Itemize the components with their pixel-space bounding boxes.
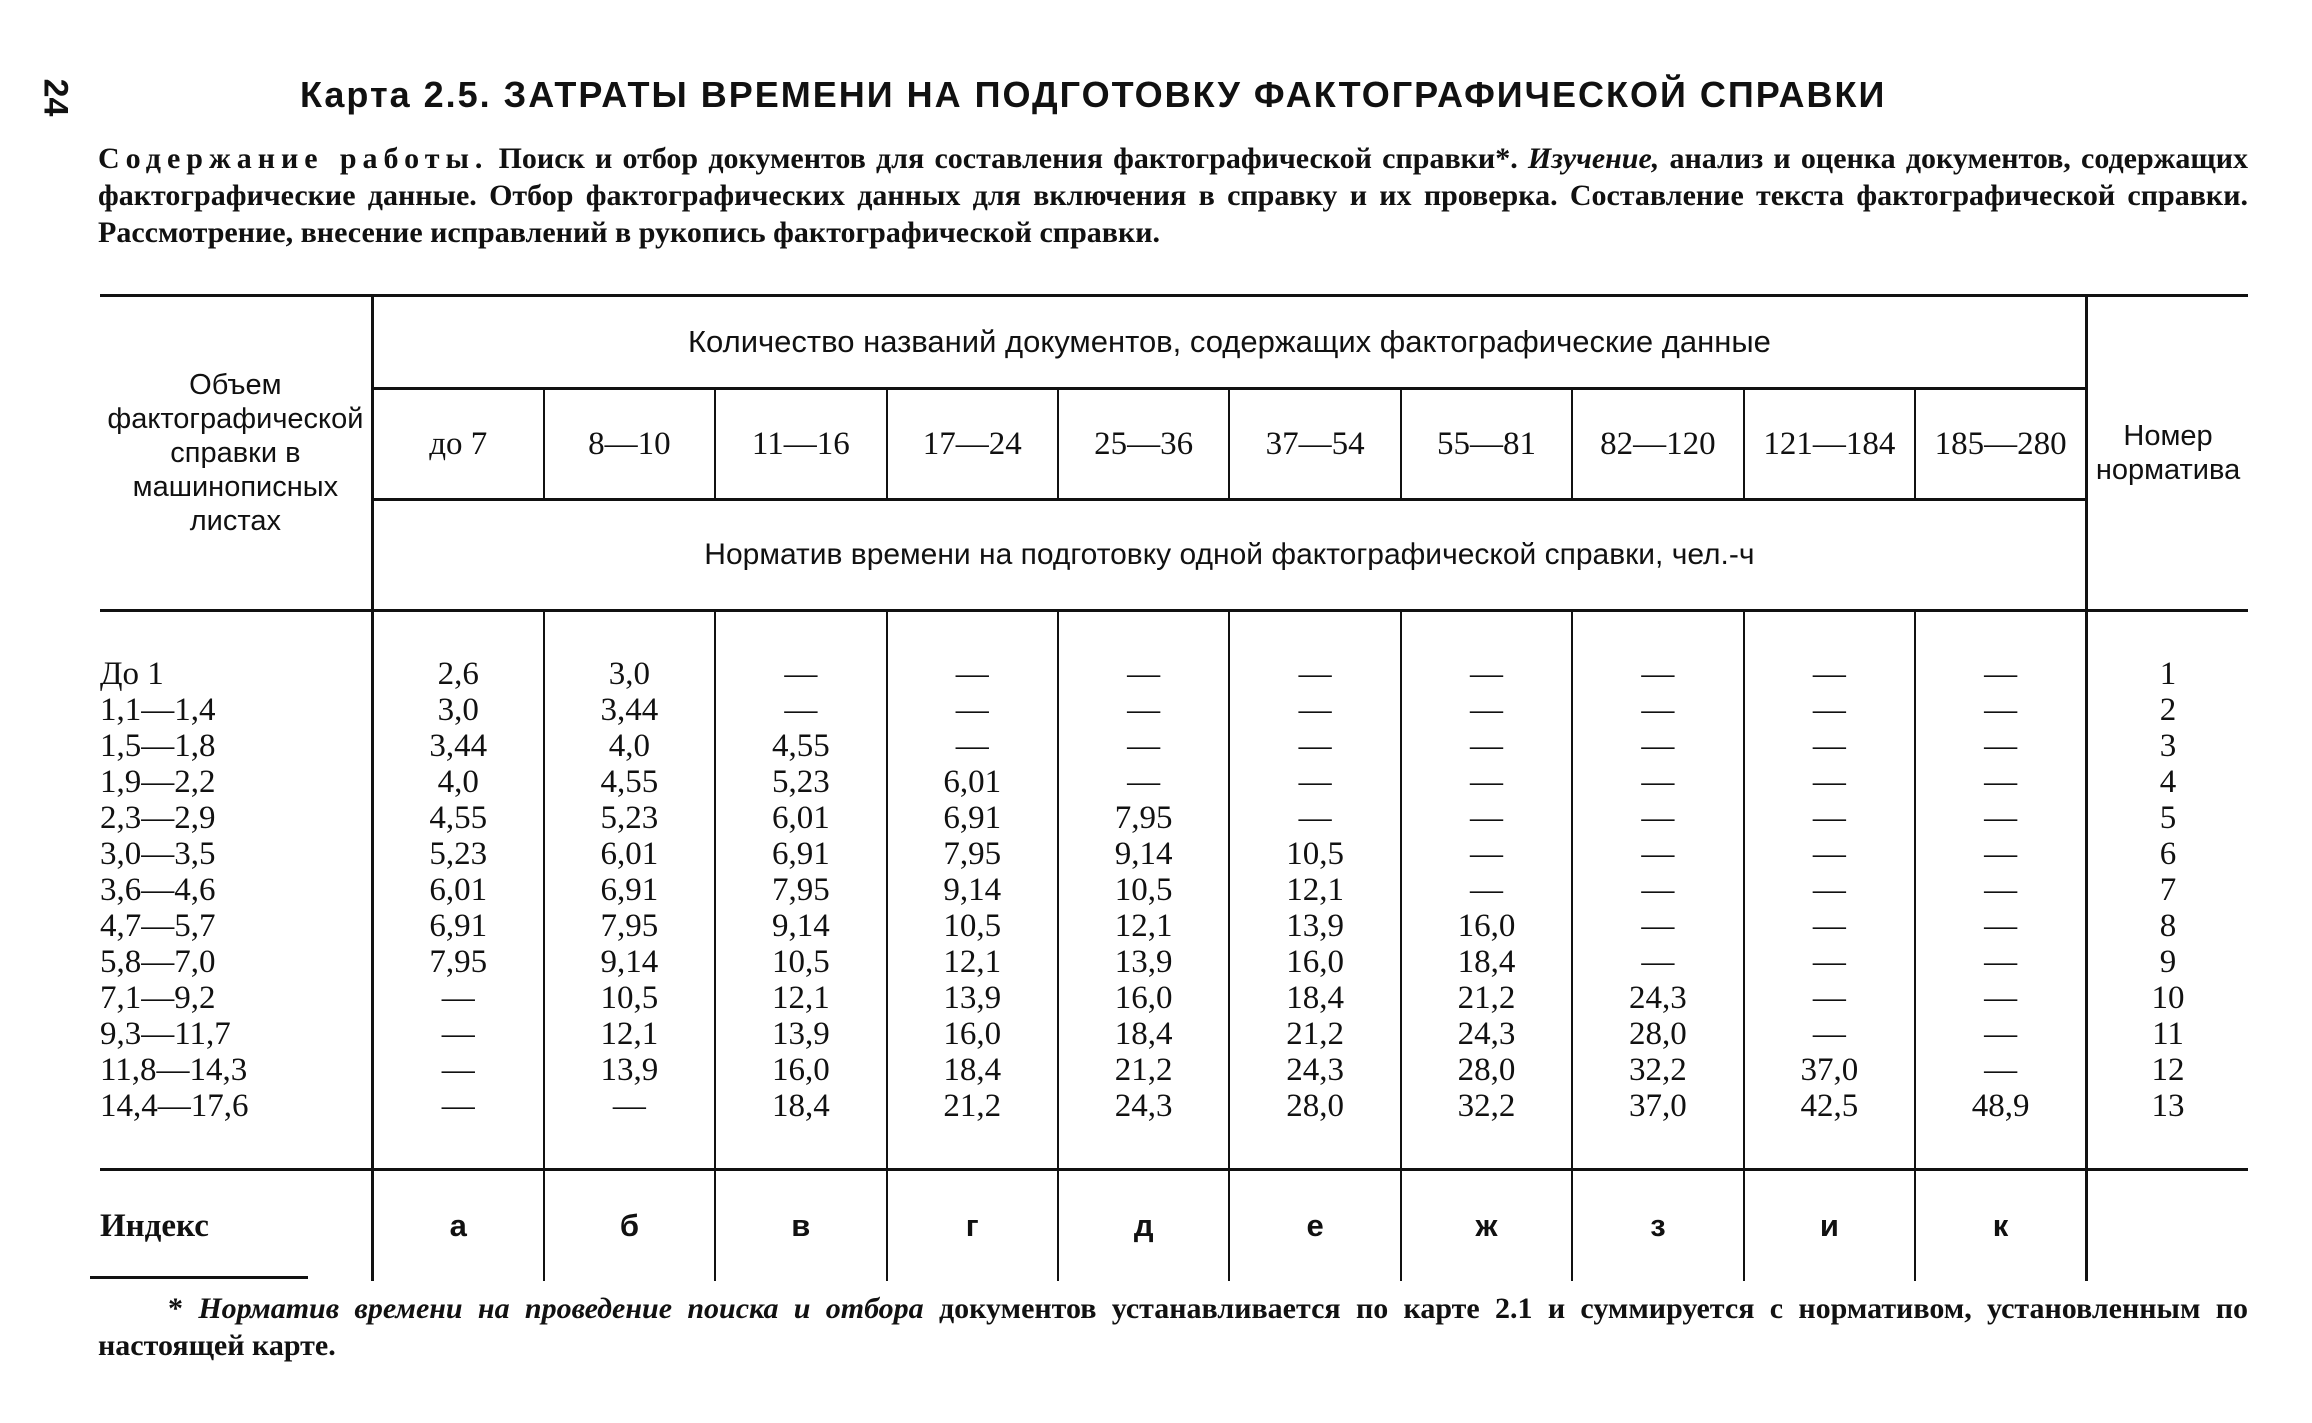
value-cell: — (1984, 872, 2018, 908)
volume-cell: 4,7—5,7 (100, 908, 216, 944)
value-cell: — (1641, 872, 1675, 908)
value-cell: 16,0 (771, 1052, 830, 1088)
value-cell: 10,5 (1286, 836, 1344, 872)
value-cell: — (1641, 908, 1675, 944)
work-content (98, 140, 2248, 251)
value-cell: — (1984, 908, 2018, 944)
index-cell: ж (1401, 1170, 1572, 1282)
value-cell: — (441, 980, 475, 1016)
value-column (544, 611, 715, 1170)
index-number-cell (2087, 1170, 2248, 1282)
number-cell: 7 (2159, 872, 2177, 908)
norm-header: Норматив времени на подготовку одной фактографической справки, чел.-ч (372, 500, 2086, 611)
value-column (1915, 611, 2087, 1170)
value-cell: 7,95 (771, 872, 830, 908)
value-cell: 13,9 (1286, 908, 1344, 944)
value-cell: 3,0 (608, 656, 651, 692)
value-column (715, 611, 886, 1170)
value-cell: 21,2 (943, 1088, 1002, 1124)
range-header: 55—81 (1401, 389, 1572, 500)
value-cell: — (1298, 692, 1332, 728)
value-cell: 10,5 (771, 944, 830, 980)
value-cell: — (1127, 764, 1161, 800)
value-cell: 12,1 (600, 1016, 659, 1052)
content-rest: анализ и оценка документов, содержащих фактографические данные. Отбор фактографических данных для включения в справку и их проверка. Составление текста фактографической справки. Рассмотрение, внесение исправлений в рукопись фактографической справки. (98, 142, 2248, 249)
value-column (1572, 611, 1743, 1170)
value-cell: — (1641, 692, 1675, 728)
value-cell: — (1470, 836, 1503, 872)
volume-cell: 14,4—17,6 (100, 1088, 249, 1124)
value-cell: — (784, 656, 818, 692)
volume-cell: 11,8—14,3 (100, 1052, 248, 1088)
value-cell: 2,6 (437, 656, 479, 692)
value-cell: — (1470, 800, 1503, 836)
volume-cell: 1,9—2,2 (100, 764, 216, 800)
value-cell: — (955, 728, 989, 764)
footnote-star: * (168, 1292, 199, 1325)
value-cell: 12,1 (1286, 872, 1344, 908)
volume-cell: 3,6—4,6 (100, 872, 216, 908)
number-cell: 11 (2152, 1016, 2184, 1052)
value-cell: 6,01 (943, 764, 1002, 800)
value-cell: 3,44 (429, 728, 488, 764)
value-cell: 6,01 (771, 800, 830, 836)
value-cell: — (441, 1088, 475, 1124)
value-cell: 32,2 (1457, 1088, 1516, 1124)
value-cell: 16,0 (1286, 944, 1344, 980)
value-cell: — (1812, 1016, 1846, 1052)
value-cell: 24,3 (1457, 1016, 1516, 1052)
content-italic: Изучение, (1527, 142, 1660, 175)
value-cell: 3,44 (600, 692, 659, 728)
value-cell: 28,0 (1286, 1088, 1344, 1124)
index-cell: и (1744, 1170, 1915, 1282)
value-cell: 10,5 (943, 908, 1002, 944)
number-cell: 13 (2151, 1088, 2185, 1124)
value-cell: 28,0 (1457, 1052, 1516, 1088)
value-cell: — (1812, 656, 1846, 692)
value-cell: — (1127, 656, 1161, 692)
value-cell: — (1127, 692, 1161, 728)
value-cell: 12,1 (1114, 908, 1173, 944)
number-cell: 3 (2159, 728, 2177, 764)
value-cell: — (1812, 836, 1846, 872)
range-header: 82—120 (1572, 389, 1743, 500)
value-cell: 6,91 (771, 836, 830, 872)
value-cell: — (1984, 1016, 2018, 1052)
value-cell: — (1127, 728, 1161, 764)
index-cell: в (715, 1170, 886, 1282)
footnote-rule (90, 1276, 308, 1279)
value-cell: — (1984, 836, 2018, 872)
index-cell: е (1229, 1170, 1400, 1282)
value-cell: — (1298, 656, 1332, 692)
number-column (2087, 611, 2248, 1170)
value-cell: 12,1 (771, 980, 830, 1016)
value-cell: 24,3 (1629, 980, 1687, 1016)
footnote (98, 1290, 2248, 1364)
content-body: Поиск и отбор документов для составления фактографической справки*. (488, 142, 1528, 175)
volume-cell: 1,5—1,8 (100, 728, 216, 764)
value-cell: 6,91 (429, 908, 488, 944)
value-cell: — (612, 1088, 646, 1124)
norms-table (100, 294, 2248, 1281)
value-column (372, 611, 543, 1170)
range-header: 17—24 (887, 389, 1058, 500)
index-cell: к (1915, 1170, 2087, 1282)
number-cell: 6 (2159, 836, 2177, 872)
range-header: 25—36 (1058, 389, 1229, 500)
number-cell: 1 (2159, 656, 2177, 692)
value-cell: 16,0 (943, 1016, 1002, 1052)
value-cell: 5,23 (600, 800, 659, 836)
number-cell: 12 (2151, 1052, 2185, 1088)
index-cell: д (1058, 1170, 1229, 1282)
value-cell: 21,2 (1457, 980, 1516, 1016)
value-cell: 4,0 (608, 728, 651, 764)
value-cell: 4,0 (437, 764, 479, 800)
volume-cell: 1,1—1,4 (100, 692, 216, 728)
volume-cell: 2,3—2,9 (100, 800, 216, 836)
value-cell: 16,0 (1457, 908, 1516, 944)
value-cell: 7,95 (429, 944, 488, 980)
number-cell: 8 (2159, 908, 2177, 944)
value-cell: 18,4 (943, 1052, 1002, 1088)
value-cell: — (1984, 980, 2018, 1016)
value-cell: — (1641, 944, 1675, 980)
value-cell: — (1641, 764, 1675, 800)
value-cell: 48,9 (1971, 1088, 2030, 1124)
index-cell: г (887, 1170, 1058, 1282)
number-cell: 2 (2159, 692, 2177, 728)
value-cell: 6,91 (943, 800, 1002, 836)
value-cell: 7,95 (600, 908, 659, 944)
value-cell: 3,0 (437, 692, 479, 728)
value-cell: — (1641, 656, 1675, 692)
value-cell: — (1470, 872, 1503, 908)
value-cell: 21,2 (1286, 1016, 1344, 1052)
number-cell: 9 (2159, 944, 2177, 980)
value-cell: — (955, 656, 989, 692)
footnote-text: документов устанавливается по карте 2.1 и суммируется с нормативом, установленным по настоящей карте. (98, 1292, 2249, 1362)
range-header: 11—16 (715, 389, 886, 500)
value-cell: — (1641, 800, 1675, 836)
value-cell: 18,4 (1114, 1016, 1173, 1052)
value-cell: — (1812, 692, 1846, 728)
value-cell: 28,0 (1629, 1016, 1687, 1052)
footnote-italic: Норматив времени на проведение поиска и отбора (198, 1292, 924, 1325)
value-cell: 18,4 (771, 1088, 830, 1124)
value-cell: 24,3 (1114, 1088, 1173, 1124)
value-cell: 13,9 (943, 980, 1002, 1016)
volume-column (100, 611, 372, 1170)
number-cell: 4 (2159, 764, 2177, 800)
value-cell: 4,55 (771, 728, 830, 764)
value-column (887, 611, 1058, 1170)
range-header: 121—184 (1744, 389, 1915, 500)
value-cell: — (784, 692, 818, 728)
value-cell: — (1812, 872, 1846, 908)
index-cell: а (372, 1170, 543, 1282)
value-cell: 37,0 (1800, 1052, 1859, 1088)
number-header: Номер норматива (2087, 296, 2248, 611)
range-header: 8—10 (544, 389, 715, 500)
value-cell: 10,5 (600, 980, 659, 1016)
value-cell: — (1984, 656, 2018, 692)
volume-cell: 5,8—7,0 (100, 944, 216, 980)
value-cell: — (1470, 728, 1503, 764)
volume-cell: 3,0—3,5 (100, 836, 216, 872)
value-cell: 6,91 (600, 872, 659, 908)
value-cell: — (1470, 692, 1503, 728)
value-cell: — (1812, 944, 1846, 980)
value-cell: — (1641, 728, 1675, 764)
value-cell: — (1984, 692, 2018, 728)
value-cell: — (1812, 980, 1846, 1016)
volume-cell: 7,1—9,2 (100, 980, 216, 1016)
page-number: 24 (36, 78, 75, 117)
volume-cell: 9,3—11,7 (100, 1016, 231, 1052)
value-cell: 9,14 (771, 908, 830, 944)
index-cell: з (1572, 1170, 1743, 1282)
range-header: до 7 (372, 389, 543, 500)
value-cell: 7,95 (943, 836, 1002, 872)
range-header: 37—54 (1229, 389, 1400, 500)
number-cell: 10 (2151, 980, 2185, 1016)
value-cell: 18,4 (1286, 980, 1344, 1016)
value-cell: 4,55 (429, 800, 488, 836)
value-cell: — (1984, 800, 2018, 836)
value-cell: — (1984, 764, 2018, 800)
value-cell: 9,14 (1114, 836, 1173, 872)
value-cell: 6,01 (600, 836, 659, 872)
value-cell: — (1641, 836, 1675, 872)
index-label: Индекс (100, 1207, 209, 1244)
value-cell: — (955, 692, 989, 728)
value-cell: 18,4 (1457, 944, 1516, 980)
value-cell: 4,55 (600, 764, 659, 800)
value-cell: 9,14 (600, 944, 659, 980)
value-cell: 16,0 (1114, 980, 1173, 1016)
number-cell: 5 (2159, 800, 2177, 836)
value-column (1401, 611, 1572, 1170)
value-cell: — (1812, 908, 1846, 944)
value-cell: — (1812, 800, 1846, 836)
value-cell: — (1984, 728, 2018, 764)
value-column (1058, 611, 1229, 1170)
value-cell: 5,23 (771, 764, 830, 800)
index-cell: б (544, 1170, 715, 1282)
value-cell: — (1470, 656, 1503, 692)
value-cell: 13,9 (771, 1016, 830, 1052)
value-cell: — (1298, 728, 1332, 764)
value-cell: — (441, 1016, 475, 1052)
value-cell: 42,5 (1800, 1088, 1859, 1124)
value-cell: 6,01 (429, 872, 488, 908)
value-cell: 37,0 (1629, 1088, 1687, 1124)
value-column (1744, 611, 1915, 1170)
page-title: Карта 2.5. ЗАТРАТЫ ВРЕМЕНИ НА ПОДГОТОВКУ ФАКТОГРАФИЧЕСКОЙ СПРАВКИ (300, 74, 1887, 115)
value-cell: — (1298, 800, 1332, 836)
value-cell: 13,9 (600, 1052, 659, 1088)
value-cell: 21,2 (1114, 1052, 1173, 1088)
value-cell: — (1298, 764, 1332, 800)
value-cell: 7,95 (1114, 800, 1173, 836)
value-cell: — (1984, 944, 2018, 980)
value-cell: 32,2 (1629, 1052, 1687, 1088)
value-cell: — (441, 1052, 475, 1088)
ranges-row (100, 389, 2248, 500)
value-cell: 12,1 (943, 944, 1002, 980)
value-cell: 5,23 (429, 836, 488, 872)
value-cell: — (1812, 764, 1846, 800)
value-cell: 9,14 (943, 872, 1002, 908)
volume-cell: До 1 (100, 656, 164, 692)
value-cell: 24,3 (1286, 1052, 1344, 1088)
volume-header: Объем фактографической справки в машинописных листах (100, 296, 372, 611)
value-column (1229, 611, 1400, 1170)
value-cell: 10,5 (1114, 872, 1173, 908)
content-lead: Содержание работы. (98, 142, 489, 175)
value-cell: — (1470, 764, 1503, 800)
range-header: 185—280 (1915, 389, 2087, 500)
table-row (100, 611, 2248, 1170)
value-cell: — (1984, 1052, 2018, 1088)
value-cell: 13,9 (1114, 944, 1173, 980)
value-cell: — (1812, 728, 1846, 764)
index-row (100, 1170, 2248, 1282)
quantity-header: Количество названий документов, содержащих фактографические данные (372, 296, 2086, 389)
